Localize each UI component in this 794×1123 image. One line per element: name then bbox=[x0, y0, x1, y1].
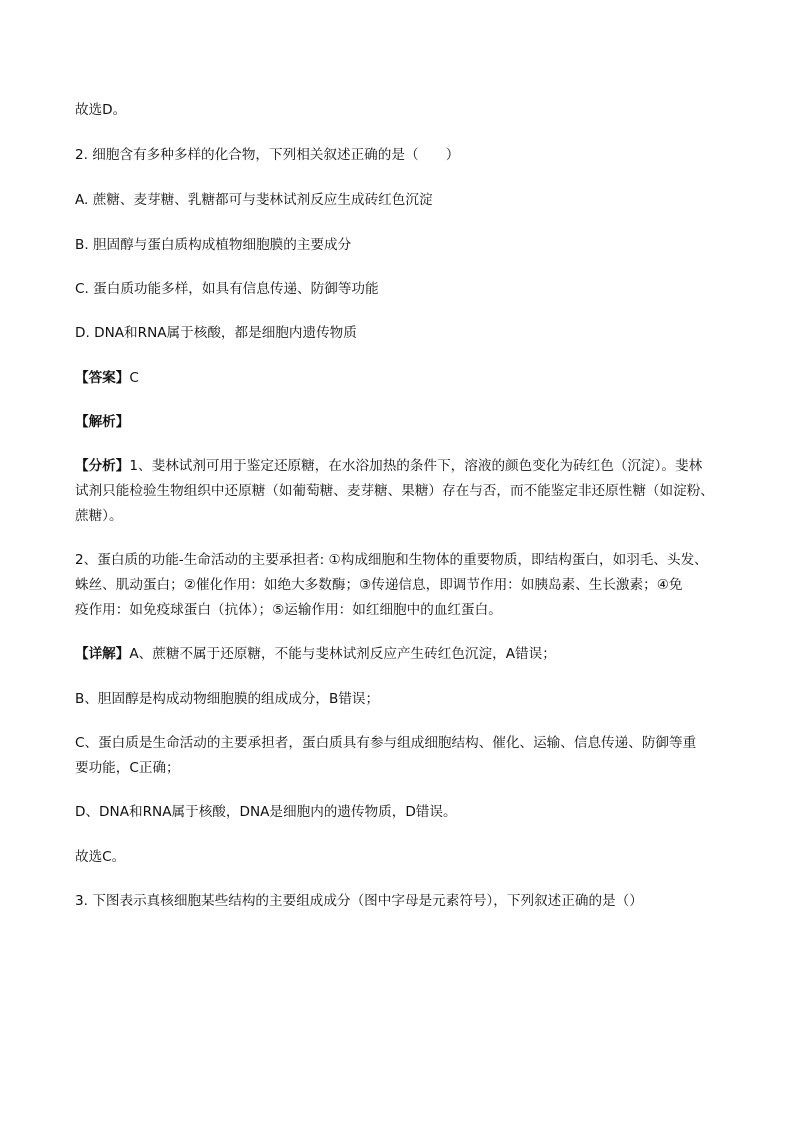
analysis-heading-text: 【解析】 bbox=[75, 414, 130, 430]
fenxi-line-3: 蔗糖）。 bbox=[75, 508, 123, 524]
q3-stem: 3. 下图表示真核细胞某些结构的主要组成成分（图中字母是元素符号），下列叙述正确的是（） bbox=[75, 893, 643, 909]
answer-value: C bbox=[129, 370, 139, 386]
q2-stem: 2. 细胞含有多种多样的化合物，下列相关叙述正确的是（ ） bbox=[75, 147, 460, 163]
fenxi-text: 1、斐林试剂可用于鉴定还原糖，在水浴加热的条件下，溶液的颜色变化为砖红色（沉淀）。斐林 bbox=[129, 458, 703, 474]
xiangjie-c-line-2: 要功能，C正确； bbox=[75, 760, 180, 776]
protein-line-3: 疫作用：如免疫球蛋白（抗体）；⑤运输作用：如红细胞中的血红蛋白。 bbox=[75, 602, 502, 618]
xiangjie-c-line-1: C、蛋白质是生命活动的主要承担者，蛋白质具有参与组成细胞结构、催化、运输、信息传递、防御等重 bbox=[75, 735, 697, 751]
xiangjie-a bbox=[75, 645, 556, 663]
q2-option-c: C. 蛋白质功能多样，如具有信息传递、防御等功能 bbox=[75, 281, 379, 297]
q1-conclusion: 故选D。 bbox=[75, 102, 127, 118]
answer-label: 【答案】 bbox=[75, 370, 130, 386]
protein-line-1: 2、蛋白质的功能-生命活动的主要承担者: ①构成细胞和生物体的重要物质，即结构蛋白，如羽毛、头发、 bbox=[75, 552, 708, 568]
xiangjie-a-text: A、蔗糖不属于还原糖，不能与斐林试剂反应产生砖红色沉淀，A错误； bbox=[129, 646, 556, 662]
q2-answer bbox=[75, 369, 139, 387]
fenxi-line-2: 试剂只能检验生物组织中还原糖（如葡萄糖、麦芽糖、果糖）存在与否，而不能鉴定非还原性糖（如淀粉、 bbox=[75, 483, 714, 499]
analysis-heading bbox=[75, 413, 129, 431]
protein-line-2: 蛛丝、肌动蛋白；②催化作用：如绝大多数酶；③传递信息，即调节作用：如胰岛素、生长激素；④免 bbox=[75, 577, 683, 593]
q2-option-d: D. DNA和RNA属于核酸，都是细胞内遗传物质 bbox=[75, 325, 357, 341]
xiangjie-b: B、胆固醇是构成动物细胞膜的组成成分，B错误； bbox=[75, 691, 380, 707]
xiangjie-label: 【详解】 bbox=[75, 646, 130, 662]
q2-conclusion: 故选C。 bbox=[75, 849, 126, 865]
q2-option-b: B. 胆固醇与蛋白质构成植物细胞膜的主要成分 bbox=[75, 237, 352, 253]
q2-option-a: A. 蔗糖、麦芽糖、乳糖都可与斐林试剂反应生成砖红色沉淀 bbox=[75, 192, 433, 208]
xiangjie-d: D、DNA和RNA属于核酸，DNA是细胞内的遗传物质，D错误。 bbox=[75, 804, 457, 820]
fenxi-line-1 bbox=[75, 457, 702, 475]
fenxi-label: 【分析】 bbox=[75, 458, 130, 474]
